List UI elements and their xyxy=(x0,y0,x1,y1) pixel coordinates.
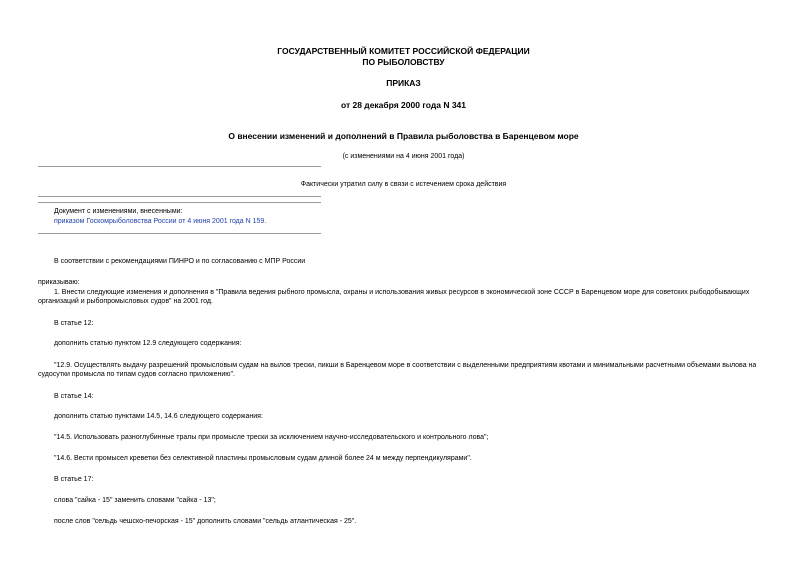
paragraph-14-6: "14.6. Вести промысел креветки без селективной пластины промысловым судам длиной более 24 м между перпендикулярами". xyxy=(54,455,472,462)
doc-type: ПРИКАЗ xyxy=(386,78,421,88)
paragraph-preamble: В соответствии с рекомендациями ПИНРО и по согласованию с МПР России xyxy=(54,258,306,265)
divider-box-bottom xyxy=(38,233,321,234)
divider-top xyxy=(38,166,321,167)
paragraph-order: приказываю: xyxy=(38,279,80,286)
divider-box-top-2 xyxy=(38,202,321,203)
paragraph-article-12: В статье 12: xyxy=(54,320,94,327)
paragraph-article-17: В статье 17: xyxy=(54,476,94,483)
paragraph-12-9: "12.9. Осуществлять выдачу разрешений промысловым судам на вылов трески, пикши в Баренцевом море в соответствии с выделенными предприятиям квотами и минимальными расчетными объемами вылова на судосутки промысла по типам судов согласно приложению". xyxy=(38,362,757,378)
expired-note: Фактически утратил силу в связи с истечением срока действия xyxy=(300,181,507,188)
changes-label: Документ с изменениями, внесенными: xyxy=(54,208,183,215)
divider-box-top xyxy=(38,196,321,197)
paragraph-add-herring: после слов "сельдь чешско-печорская - 15" дополнить словами "сельдь атлантическая - 25". xyxy=(54,518,357,525)
paragraph-replace-saika: слова "сайка - 15" заменить словами "сайка - 13"; xyxy=(54,497,216,504)
paragraph-add-12-9: дополнить статью пунктом 12.9 следующего содержания: xyxy=(54,340,242,347)
paragraph-item-1: 1. Внести следующие изменения и дополнения в "Правила ведения рыбного промысла, охраны и использования живых ресурсов в экономической зоне СССР в Баренцевом море для советских рыбодобывающих организаций и рыбопромысловых судов" на 2001 год. xyxy=(38,289,750,305)
changes-link[interactable]: приказом Госкомрыболовства России от 4 июня 2001 года N 159. xyxy=(54,218,267,225)
doc-title: О внесении изменений и дополнений в Правила рыболовства в Баренцевом море xyxy=(228,131,579,141)
doc-date-number: от 28 декабря 2000 года N 341 xyxy=(340,100,467,110)
org-name-line1: ГОСУДАРСТВЕННЫЙ КОМИТЕТ РОССИЙСКОЙ ФЕДЕРАЦИИ xyxy=(277,46,530,56)
amendments-note: (с изменениями на 4 июня 2001 года) xyxy=(342,153,465,160)
paragraph-article-14: В статье 14: xyxy=(54,393,94,400)
paragraph-14-5: "14.5. Использовать разноглубинные тралы при промысле трески за исключением научно-исследовательского и контрольного лова"; xyxy=(54,434,489,441)
paragraph-add-14: дополнить статью пунктами 14.5, 14.6 следующего содержания: xyxy=(54,413,263,420)
org-name-line2: ПО РЫБОЛОВСТВУ xyxy=(362,57,445,67)
